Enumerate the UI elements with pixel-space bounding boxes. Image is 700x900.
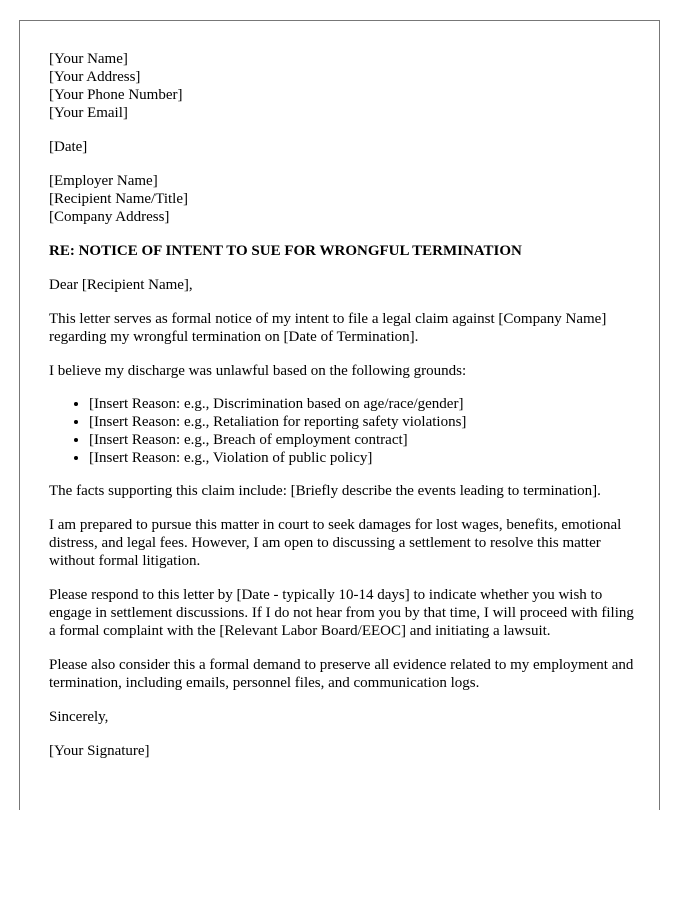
intro-paragraph: This letter serves as formal notice of my intent to file a legal claim against [Company Name] regarding my wrongful termination on [Date of Termination]. bbox=[49, 311, 607, 345]
preservation-paragraph: Please also consider this a formal demand to preserve all evidence related to my employment and termination, including emails, personnel files, and communication logs. bbox=[49, 657, 634, 691]
recipient-block bbox=[49, 172, 639, 226]
list-item: • [Insert Reason: e.g., Retaliation for reporting safety violations] bbox=[89, 413, 639, 431]
list-item: • [Insert Reason: e.g., Violation of public policy] bbox=[89, 449, 639, 467]
letter-content bbox=[49, 50, 639, 760]
damages-paragraph: I am prepared to pursue this matter in court to seek damages for lost wages, benefits, emotional distress, and legal fees. However, I am open to discussing a settlement to resolve this matter without formal litigation. bbox=[49, 517, 622, 569]
sender-phone: [Your Phone Number] bbox=[49, 87, 183, 103]
closing: Sincerely, bbox=[49, 709, 109, 725]
recipient-company-address: [Company Address] bbox=[49, 209, 170, 225]
letter-date: [Date] bbox=[49, 139, 88, 155]
sender-address: [Your Address] bbox=[49, 69, 141, 85]
sender-name: [Your Name] bbox=[49, 51, 128, 67]
signature: [Your Signature] bbox=[49, 743, 150, 759]
reasons-list bbox=[49, 395, 639, 467]
facts-paragraph: The facts supporting this claim include: [Briefly describe the events leading to termination]. bbox=[49, 483, 601, 499]
letter-page bbox=[19, 20, 660, 810]
subject-line: RE: NOTICE OF INTENT TO SUE FOR WRONGFUL TERMINATION bbox=[49, 243, 522, 259]
deadline-paragraph: Please respond to this letter by [Date - typically 10-14 days] to indicate whether you wish to engage in settlement discussions. If I do not hear from you by that time, I will proceed with filing a formal complaint with the [Relevant Labor Board/EEOC] and initiating a lawsuit. bbox=[49, 587, 634, 639]
recipient-employer: [Employer Name] bbox=[49, 173, 158, 189]
grounds-intro-paragraph: I believe my discharge was unlawful based on the following grounds: bbox=[49, 363, 467, 379]
recipient-name-title: [Recipient Name/Title] bbox=[49, 191, 188, 207]
list-item: • [Insert Reason: e.g., Breach of employment contract] bbox=[89, 431, 639, 449]
salutation: Dear [Recipient Name], bbox=[49, 277, 193, 293]
sender-email: [Your Email] bbox=[49, 105, 128, 121]
list-item: • [Insert Reason: e.g., Discrimination based on age/race/gender] bbox=[89, 395, 639, 413]
sender-block bbox=[49, 50, 639, 122]
